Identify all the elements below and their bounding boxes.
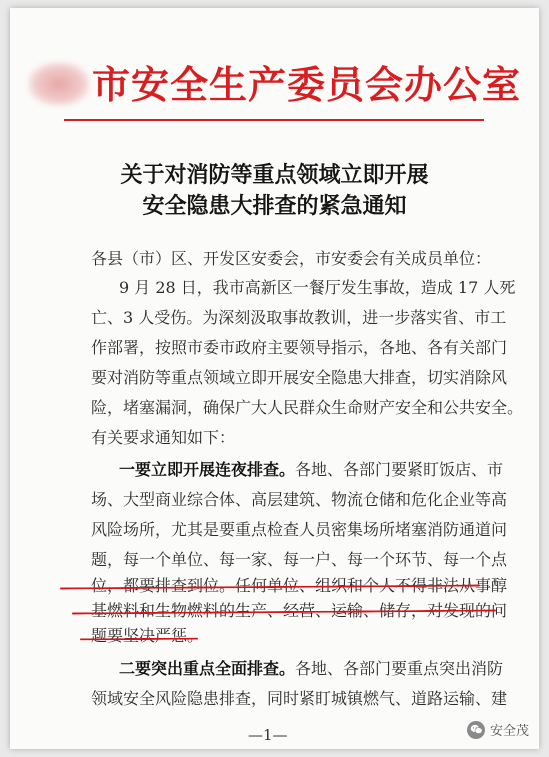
body-line-text: 风险场所，尤其是要重点检查人员密集场所堵塞消防通道问 — [91, 520, 508, 539]
body-line — [91, 365, 508, 388]
body-line — [91, 623, 479, 646]
body-line — [91, 395, 524, 418]
page-number: —1— — [248, 726, 288, 744]
notice-title-line-1: 关于对消防等重点领域立即开展 — [120, 162, 429, 188]
body-line-text: 题，每一个单位、每一家、每一户、每一个环节、每一个点 — [91, 550, 508, 569]
body-line-text: 基燃料和生物燃料的生产、经营、运输、储存，对发现的问 — [91, 601, 508, 620]
body-line-text: 位，都要排查到位。任何单位、组织和个人不得非法从事醇 — [91, 576, 508, 595]
body-line — [91, 686, 508, 709]
document-page — [10, 8, 539, 749]
letterhead-divider — [64, 119, 484, 121]
section-heading: 二要突出重点全面排查。 — [119, 659, 296, 678]
redacted-city-name — [28, 62, 90, 106]
wechat-icon — [467, 721, 485, 739]
body-line-text: 各地、各部门要重点突出消防 — [295, 659, 504, 678]
body-line — [119, 457, 504, 480]
body-line — [91, 487, 508, 510]
salutation: 各县（市）区、开发区安委会，市安委会有关成员单位： — [91, 249, 492, 268]
body-line-text: 题要坚决严惩。 — [91, 626, 204, 645]
body-line — [91, 517, 508, 540]
body-line-text: 领域安全风险隐患排查，同时紧盯城镇燃气、道路运输、建 — [91, 689, 508, 708]
body-line — [91, 425, 479, 448]
body-line — [119, 275, 516, 298]
watermark — [467, 720, 529, 739]
body-line — [119, 656, 504, 679]
body-line-text: 9 月 28 日，我市高新区一餐厅发生事故，造成 17 人死 — [119, 278, 516, 297]
body-line — [91, 547, 508, 570]
section-heading: 一要立即开展连夜排查。 — [119, 460, 296, 479]
body-line-text: 亡、3 人受伤。为深刻汲取事故教训，进一步落实省、市工 — [91, 308, 507, 327]
body-line-text: 险，堵塞漏洞，确保广大人民群众生命财产安全和公共安全。 — [91, 398, 524, 417]
body-line — [91, 305, 507, 328]
body-line — [91, 335, 508, 358]
body-line-text: 有关要求通知如下： — [91, 428, 236, 447]
letterhead-issuer: 市安全生产委员会办公室 — [91, 62, 521, 107]
notice-title-line-2: 安全隐患大排查的紧急通知 — [142, 193, 407, 219]
body-line-text: 各地、各部门要紧盯饭店、市 — [295, 460, 504, 479]
body-line-text: 作部署，按照市委市政府主要领导指示，各地、各有关部门 — [91, 338, 508, 357]
body-line-text: 场、大型商业综合体、高层建筑、物流仓储和危化企业等高 — [91, 490, 508, 509]
watermark-label: 安全茂 — [490, 724, 530, 739]
body-line-text: 要对消防等重点领域立即开展安全隐患大排查，切实消除风 — [91, 368, 508, 387]
letterhead — [10, 54, 539, 109]
